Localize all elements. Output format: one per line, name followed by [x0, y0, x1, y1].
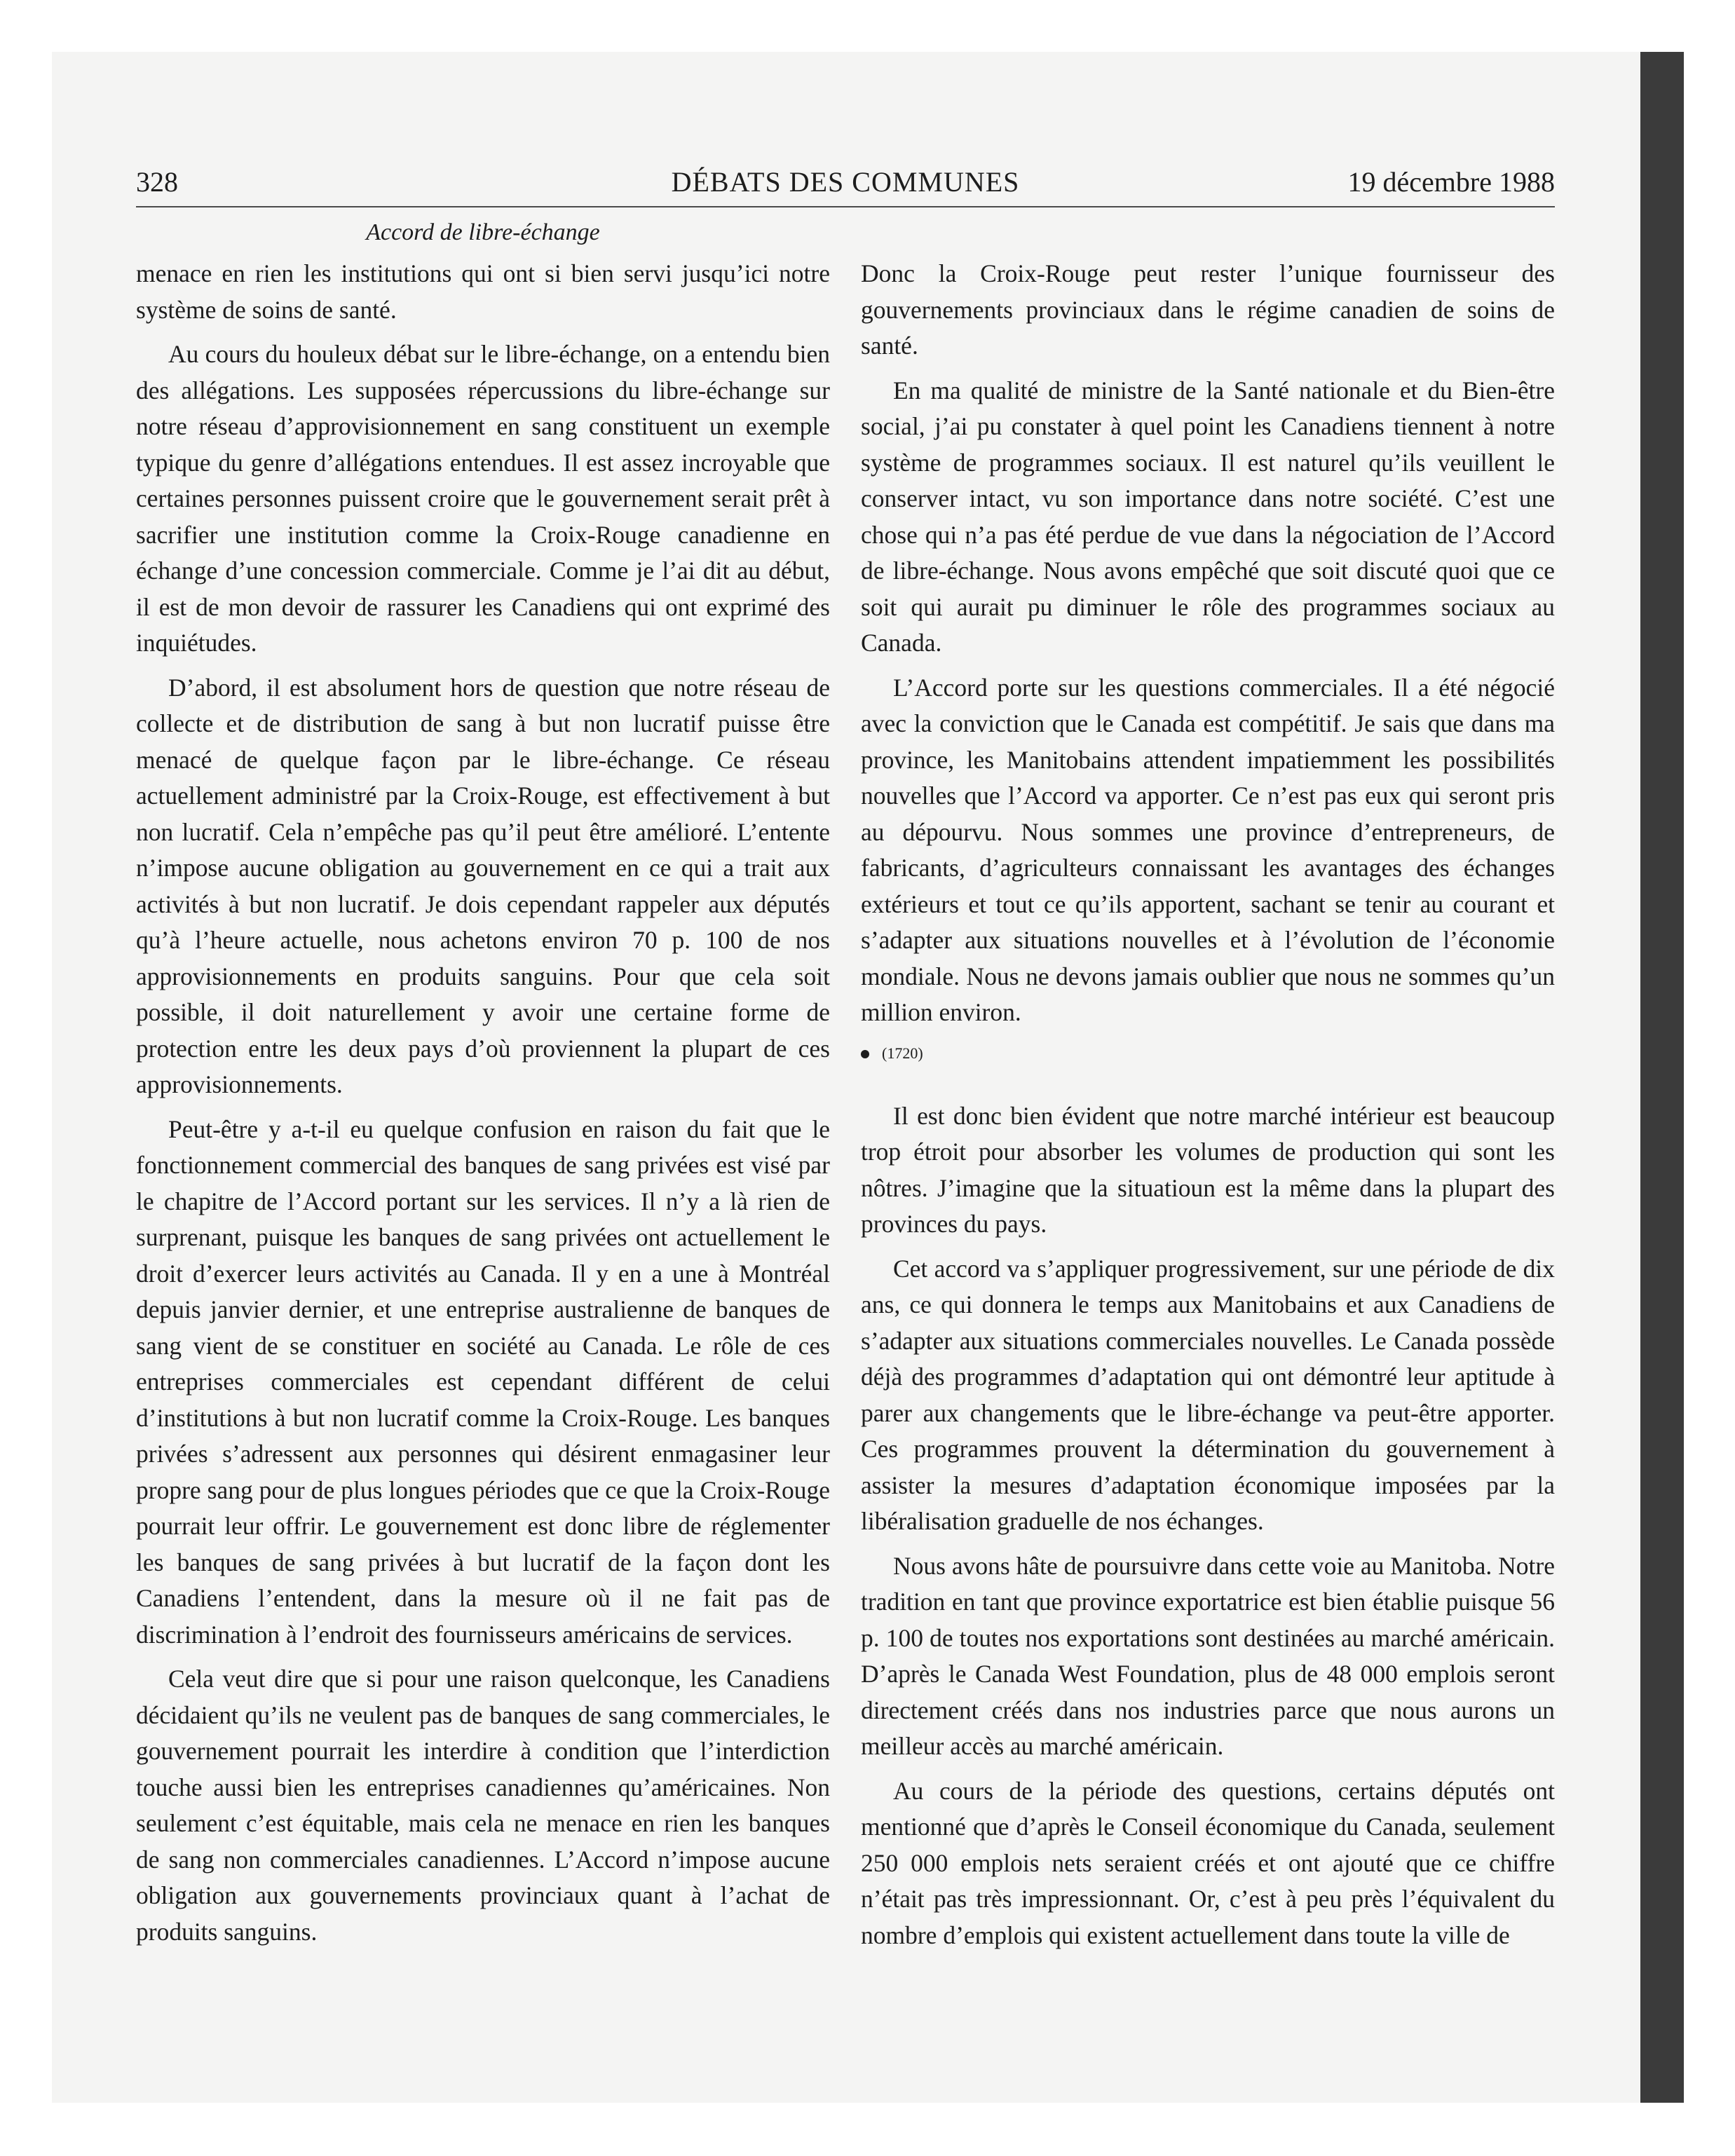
time-marker — [861, 1039, 1555, 1067]
time-marker-text: (1720) — [882, 1044, 923, 1062]
paragraph: En ma qualité de ministre de la Santé nationale et du Bien-être social, j’ai pu constater à quel point les Canadiens tiennent à notre système de programmes sociaux. Il est naturel qu’ils veuillent le conserver intact, vu son importance dans notre société. C’est une chose qui n’a pas été perdue de vue dans la négociation de l’Accord de libre-échange. Nous avons empêché que soit discuté quoi que ce soit qui aurait pu diminuer le rôle des programmes sociaux au Canada. — [861, 376, 1555, 657]
paragraph: Donc la Croix-Rouge peut rester l’unique fournisseur des gouvernements provinciaux dans le régime canadien de soins de santé. — [861, 259, 1555, 360]
scan-edge-band — [1640, 52, 1684, 2103]
bullet-icon — [861, 1050, 869, 1058]
subject-heading: Accord de libre-échange — [366, 219, 600, 245]
header-rule — [136, 206, 1555, 207]
paragraph: menace en rien les institutions qui ont si bien servi jusqu’ici notre système de soins de santé. — [136, 259, 830, 324]
paragraph: Au cours de la période des questions, certains députés ont mentionné que d’après le Conseil économique du Canada, seulement 250 000 emplois nets seraient créés et ont ajouté que ce chiffre n’était pas très impressionnant. Or, c’est à peu près l’équivalent du nombre d’emplois qui existent actuellement dans toute la ville de — [861, 1776, 1555, 1949]
issue-date: 19 décembre 1988 — [1347, 166, 1555, 198]
page-number: 328 — [136, 166, 178, 198]
journal-title: DÉBATS DES COMMUNES — [671, 166, 1020, 198]
running-header — [136, 161, 1555, 203]
paragraph: Cet accord va s’appliquer progressivement, sur une période de dix ans, ce qui donnera le temps aux Manitobains et aux Canadiens de s’adapter aux situations commerciales nouvelles. Le Canada possède déjà des programmes d’adaptation qui ont démontré leur aptitude à parer aux changements que le libre-échange va peut-être apporter. Ces programmes prouvent la détermination du gouvernement à assister la mesures d’adaptation économique imposées par la libéralisation graduelle de nos échanges. — [861, 1254, 1555, 1535]
paragraph: Au cours du houleux débat sur le libre-échange, on a entendu bien des allégations. Les supposées répercussions du libre-échange sur notre réseau d’approvisionnement en sang constituent un exemple typique du genre d’allégations entendues. Il est assez incroyable que certaines personnes puissent croire que le gouvernement serait prêt à sacrifier une institution comme la Croix-Rouge canadienne en échange d’une concession commerciale. Comme je l’ai dit au début, il est de mon devoir de rassurer les Canadiens qui ont exprimé des inquiétudes. — [136, 340, 830, 657]
right-column — [861, 256, 1555, 2022]
paragraph: L’Accord porte sur les questions commerciales. Il a été négocié avec la conviction que le Canada est compétitif. Je sais que dans ma province, les Manitobains attendent impatiemment les possibilités nouvelles que l’Accord va apporter. Ce n’est pas eux qui seront pris au dépourvu. Nous sommes une province d’entrepreneurs, de fabricants, d’agriculteurs connaissant les avantages des échanges extérieurs et tout ce qu’ils apportent, sachant se tenir au courant et s’adapter aux situations nouvelles et à l’évolution de l’économie mondiale. Nous ne devons jamais oublier que nous ne sommes qu’un million environ. — [861, 673, 1555, 1026]
paragraph: Cela veut dire que si pour une raison quelconque, les Canadiens décidaient qu’ils ne veulent pas de banques de sang commerciales, le gouvernement pourrait les interdire à condition que l’interdiction touche aussi bien les entreprises canadiennes qu’américaines. Non seulement c’est équitable, mais cela ne menace en rien les banques de sang non commerciales canadiennes. L’Accord n’impose aucune obligation aux gouvernements provinciaux quant à l’achat de produits sanguins. — [136, 1665, 830, 1946]
paragraph: Peut-être y a-t-il eu quelque confusion en raison du fait que le fonctionnement commercial des banques de sang privées est visé par le chapitre de l’Accord portant sur les services. Il n’y a là rien de surprenant, puisque les banques de sang privées ont actuellement le droit d’exercer leurs activités au Canada. Il y en a une à Montréal depuis janvier dernier, et une entreprise australienne de banques de sang vient de se constituer en société au Canada. Le rôle de ces entreprises commerciales est cependant différent de celui d’institutions à but non lucratif comme la Croix-Rouge. Les banques privées s’adressent aux personnes qui désirent enmagasiner leur propre sang pour de plus longues périodes que ce que la Croix-Rouge pourrait leur offrir. Le gouvernement est donc libre de réglementer les banques de sang privées à but lucratif de la façon dont les Canadiens l’entendent, dans la mesure où il ne fait pas de discrimination à l’endroit des fournisseurs américains de services. — [136, 1114, 830, 1649]
paragraph: D’abord, il est absolument hors de question que notre réseau de collecte et de distribution de sang à but non lucratif puisse être menacé de quelque façon par le libre-échange. Ce réseau actuellement administré par la Croix-Rouge, est effectivement à but non lucratif. Cela n’empêche pas qu’il peut être amélioré. L’entente n’impose aucune obligation au gouvernement en ce qui a trait aux activités à but non lucratif. Je dois cependant rappeler aux députés qu’à l’heure actuelle, nous achetons environ 70 p. 100 de nos approvisionnements en produits sanguins. Pour que cela soit possible, il doit naturellement y avoir une certaine forme de protection entre les deux pays d’où proviennent la plupart de ces approvisionnements. — [136, 673, 830, 1098]
paragraph: Il est donc bien évident que notre marché intérieur est beaucoup trop étroit pour absorber les volumes de production qui sont les nôtres. J’imagine que la situatioun est la même dans la plupart des provinces du pays. — [861, 1101, 1555, 1238]
paragraph: Nous avons hâte de poursuivre dans cette voie au Manitoba. Notre tradition en tant que province exportatrice est bien établie puisque 56 p. 100 de toutes nos exportations sont destinées au marché américain. D’après le Canada West Foundation, plus de 48 000 emplois seront directement créés dans nos industries parce que nous aurons un meilleur accès au marché américain. — [861, 1551, 1555, 1760]
left-column — [136, 256, 830, 2022]
